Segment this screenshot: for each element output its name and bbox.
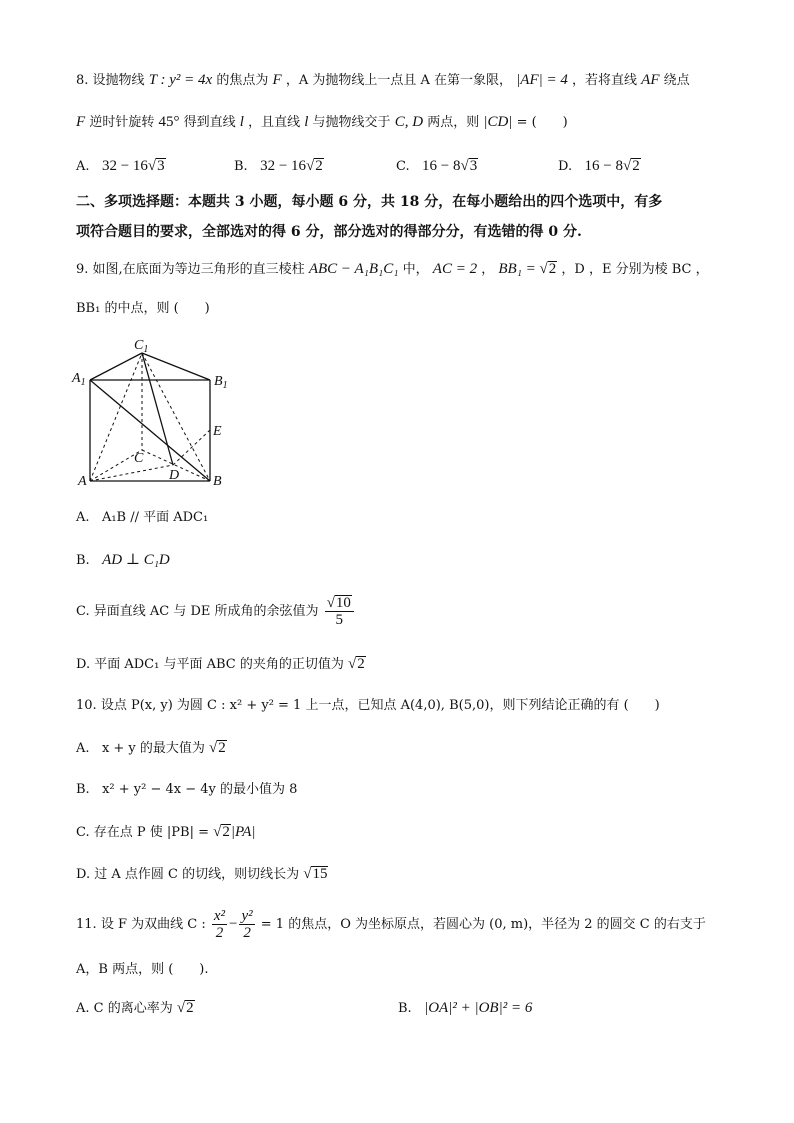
q8-text: 两点，则: [427, 115, 480, 130]
option-text: |OA|² + |OB|² = 6: [424, 1000, 533, 1016]
option-key: B.: [76, 553, 90, 568]
q8-option-d[interactable]: D. 16 − 8√2: [558, 158, 640, 174]
option-value: 32 − 16: [260, 158, 307, 174]
q9-option-a[interactable]: [76, 508, 208, 528]
minus-sign: −: [229, 916, 238, 932]
prism-figure: [70, 338, 240, 502]
q8-text: ，若将直线: [572, 73, 638, 88]
option-text: C 的离心率为: [93, 1001, 173, 1016]
option-key: D.: [76, 657, 91, 672]
option-key: C.: [396, 159, 410, 174]
q8-option-a[interactable]: A. 32 − 16√3: [76, 158, 165, 174]
label-c: C: [134, 451, 144, 466]
q9-bb1: BB₁ =: [498, 261, 540, 277]
q8-af: |AF| = 4: [516, 72, 568, 88]
option-key: C.: [76, 604, 90, 619]
option-text: A₁B // 平面 ADC₁: [101, 510, 209, 525]
option-key: B.: [398, 1001, 412, 1016]
q8-angle: 45°: [158, 114, 180, 130]
option-text: x² + y² − 4x − 4y 的最小值为 8: [102, 782, 298, 797]
option-key: A.: [76, 159, 90, 174]
option-text: 存在点 P 使 |PB| =: [93, 825, 214, 840]
q9-text: 中，: [402, 262, 429, 277]
q9-option-d[interactable]: D. 平面 ADC₁ 与平面 ABC 的夹角的正切值为 √2: [76, 656, 365, 672]
label-a: A: [78, 474, 87, 489]
q8-focus: F: [76, 114, 86, 130]
q8-option-b[interactable]: B. 32 − 16√2: [234, 158, 323, 174]
edge-a1-c1: [90, 353, 142, 380]
q8-number: 8.: [76, 73, 89, 88]
option-text: 平面 ADC₁ 与平面 ABC 的夹角的正切值为: [94, 657, 344, 672]
q8-text: 绕点: [663, 73, 690, 88]
q11-text: 设 F 为双曲线 C :: [100, 917, 206, 932]
q9-option-c[interactable]: [76, 594, 356, 630]
option-key: B.: [234, 159, 248, 174]
q9-text: 如图,在底面为等边三角形的直三棱柱: [92, 262, 305, 277]
q11-option-a[interactable]: A. C 的离心率为 √2: [76, 1000, 194, 1016]
option-text: 异面直线 AC 与 DE 所成角的余弦值为: [93, 604, 319, 619]
q8-text: = ( ): [516, 115, 568, 130]
q11-stem-line2: A，B 两点，则 ( ).: [76, 962, 209, 977]
q9-option-b[interactable]: [76, 550, 170, 571]
q9-number: 9.: [76, 262, 89, 277]
option-radicand: 2: [357, 656, 365, 672]
q10-number: 10.: [76, 698, 97, 713]
q10-text: 设点 P(x, y) 为圆 C : x² + y² = 1 上一点，已知点 A(4,0), B(5,0)，则下列结论正确的有 ( ): [100, 698, 660, 713]
q10-option-b[interactable]: [76, 780, 297, 800]
fraction-x: $\frac{\text{x²}}{2}$: [213, 908, 226, 941]
q11-number: 11.: [76, 917, 97, 932]
q8-text: ，A 为抛物线上一点且 A 在第一象限，: [285, 73, 513, 88]
label-e: E: [213, 424, 222, 439]
q10-option-c[interactable]: C. 存在点 P 使 |PB| = √2|PA|: [76, 824, 256, 840]
fraction-radicand: 10: [335, 595, 351, 611]
option-key: D.: [558, 159, 573, 174]
option-key: A.: [76, 741, 90, 756]
option-value: 16 − 8: [422, 158, 461, 174]
option-key: D.: [76, 867, 91, 882]
label-b1: $B_1$: [214, 374, 228, 391]
option-key: B.: [76, 782, 90, 797]
q9-text: ，: [481, 262, 495, 277]
option-text: AD ⊥ C₁D: [102, 552, 170, 568]
option-radicand: 2: [222, 824, 230, 840]
option-radicand: 3: [157, 158, 165, 174]
option-text: 过 A 点作圆 C 的切线，则切线长为: [94, 867, 300, 882]
option-text: |PA|: [230, 824, 256, 840]
q8-parabola: T : y² = 4x: [148, 72, 213, 88]
q11-text: = 1 的焦点，O 为坐标原点，若圆心为 (0, m)，半径为 2 的圆交 C 的右支于: [260, 917, 706, 932]
fraction-y: $\frac{\text{y²}}{2}$: [241, 908, 253, 941]
segment-c1-d: [142, 353, 173, 465]
segment-c1-b: [142, 353, 210, 481]
q9-prism: ABC − A₁B₁C₁: [308, 261, 399, 277]
q10-option-d[interactable]: D. 过 A 点作圆 C 的切线，则切线长为 √15: [76, 866, 328, 882]
option-radicand: 2: [315, 158, 323, 174]
option-radicand: 2: [632, 158, 640, 174]
fraction: $\frac{√10}{5}$: [325, 595, 354, 628]
q9-bb1-radicand: 2: [548, 261, 557, 277]
q8-line1: [76, 70, 690, 91]
q8-line-l: l: [304, 114, 309, 130]
q10-stem: [76, 696, 660, 716]
label-b: B: [213, 474, 222, 489]
q8-line-af: AF: [641, 72, 660, 88]
label-d: D: [169, 468, 180, 483]
option-radicand: 3: [469, 158, 478, 174]
option-key: C.: [76, 825, 90, 840]
q8-focus: F: [272, 72, 282, 88]
q8-cd-points: C, D: [394, 114, 424, 130]
q10-option-a[interactable]: A. x + y 的最大值为 √2: [76, 740, 226, 756]
option-radicand: 15: [312, 866, 328, 882]
edge-c1-b1: [142, 353, 210, 380]
option-key: A.: [76, 510, 90, 525]
option-radicand: 2: [186, 1000, 194, 1016]
label-a1: $A_1$: [72, 371, 86, 388]
q9-line1: 9. 如图,在底面为等边三角形的直三棱柱 ABC − A₁B₁C₁ 中， AC = 2 ， BB₁ = √2 ，D ，E 分别为棱 BC ，: [76, 261, 709, 277]
q8-text: 与抛物线交于: [312, 115, 391, 130]
q8-line2: [76, 112, 568, 133]
section-heading-line2: 项符合题目的要求，全部选对的得 6 分，部分选对的得部分分，有选错的得 0 分.: [76, 224, 582, 240]
q8-text: ，且直线: [248, 115, 301, 130]
fraction-denominator: 5: [335, 612, 344, 628]
q8-text: 的焦点为: [216, 73, 269, 88]
q11-option-b[interactable]: [398, 998, 532, 1019]
q11-stem-line1: [76, 906, 706, 943]
option-radicand: 2: [218, 740, 226, 756]
q8-text: 设抛物线: [92, 73, 145, 88]
section-heading-line1: 二、多项选择题：本题共 3 小题，每小题 6 分，共 18 分，在每小题给出的四个选项中，有多: [76, 194, 663, 210]
option-value: 32 − 16: [101, 158, 148, 174]
option-key: A.: [76, 1001, 90, 1016]
q8-option-c[interactable]: C. 16 − 8√3: [396, 158, 478, 174]
q9-ac: AC = 2: [432, 261, 478, 277]
q9-line2: BB₁ 的中点，则 ( ): [76, 301, 210, 316]
segment-d-e: [173, 430, 210, 465]
q8-cd: |CD|: [483, 114, 513, 130]
q8-line-l: l: [239, 114, 244, 130]
option-value: 16 − 8: [584, 158, 623, 174]
label-c1: $C_1$: [134, 338, 149, 355]
q8-text: 逆时针旋转: [89, 115, 155, 130]
segment-a1-b: [90, 380, 210, 481]
q9-text: ，D ，E 分别为棱 BC ，: [561, 262, 709, 277]
option-text: x + y 的最大值为: [101, 741, 205, 756]
q8-text: 得到直线: [183, 115, 236, 130]
